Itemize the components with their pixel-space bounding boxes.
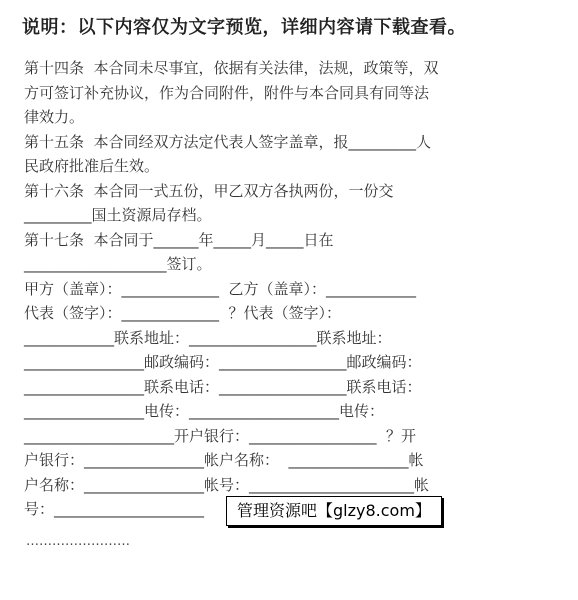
contract-line: 方可签订补充协议，作为合同附件，附件与本合同具有同等法 bbox=[24, 83, 430, 102]
contract-line: 第十五条 本合同经双方法定代表人签字盖章，报_________人 bbox=[24, 132, 432, 151]
contract-line: ____________________开户银行：_________________ ？开 bbox=[24, 426, 417, 445]
contract-line: ________________邮政编码：_________________邮政编码： bbox=[24, 353, 422, 371]
contract-line: 甲方（盖章）：_____________ 乙方（盖章）：____________ bbox=[24, 279, 417, 298]
contract-line: ________________联系电话：_________________联系电话： bbox=[24, 377, 422, 396]
contract-line: 户银行：________________帐户名称： ________________帐 bbox=[24, 451, 424, 469]
site-watermark: 管理资源吧【glzy8.com】 bbox=[226, 496, 442, 526]
contract-line: ___________________签订。 bbox=[24, 255, 212, 273]
contract-line: 律效力。 bbox=[24, 108, 85, 126]
contract-line: 第十六条 本合同一式五份，甲乙双方各执两份，一份交 bbox=[24, 181, 394, 200]
preview-notice-heading: 说明：以下内容仅为文字预览，详细内容请下载查看。 bbox=[22, 17, 466, 38]
contract-line: 第十七条 本合同于______年_____月_____日在 bbox=[24, 230, 334, 249]
contract-line: 民政府批准后生效。 bbox=[24, 157, 160, 175]
contract-line: 户名称：________________帐号：______________________帐 bbox=[24, 475, 430, 494]
continuation-dots: …………………… bbox=[26, 534, 130, 549]
contract-line: 第十四条 本合同未尽事宜，依据有关法律，法规，政策等，双 bbox=[24, 59, 439, 77]
contract-line: 代表（签字）：_____________ ？代表（签字）： bbox=[24, 304, 342, 322]
contract-line: _________国土资源局存档。 bbox=[24, 206, 212, 224]
contract-line: ________________电传：____________________电传： bbox=[24, 402, 385, 420]
contract-line: ____________联系地址：_________________联系地址： bbox=[24, 328, 392, 347]
contract-line: 号：____________________ bbox=[24, 500, 205, 518]
contract-body bbox=[24, 56, 554, 522]
